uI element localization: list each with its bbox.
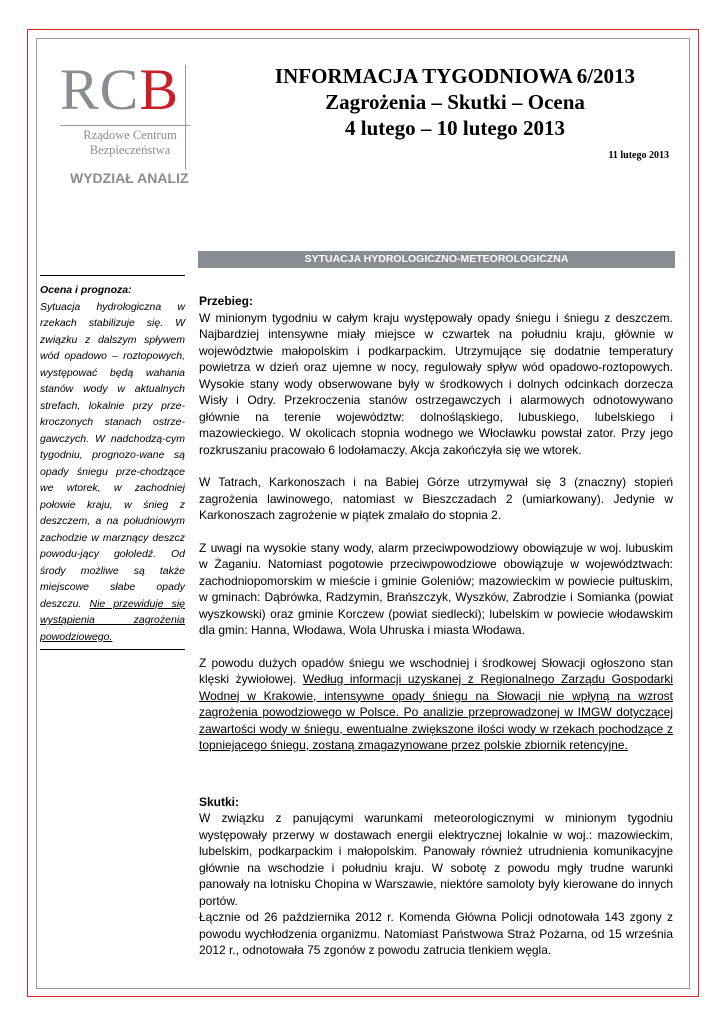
paragraph-5: W związku z panującymi warunkami meteorologicznymi w minionym tygodniu występowały przerwy w dostawach energii elektrycznej lokalnie w woj.: mazowieckim, lubelskim, podkarpackim i małopolskim. Panowały również utrudnienia komunikacyjne głównie na wschodzie i południu kraju. W sobotę z powodu mgły trudne warunki panowały na lotnisku Chopina w Warszawie, niektóre samoloty były kierowane do innych portów.: [199, 811, 673, 908]
logo-subtitle-line1: Rządowe Centrum: [83, 128, 177, 142]
paragraph-3: Z uwagi na wysokie stany wody, alarm przeciwpowodziowy obowiązuje w woj. lubuskim w Żaganiu. Natomiast pogotowie przeciwpowodziowe obowiązuje w województwach: zachodniopomorskim w mieście i gminie Goleniów; mazowieckim w powiecie pułtuskim, w gminach: Dąbrówka, Radzymin, Brańszczyk, Wyszków, Zabrodzie i Somianka (powiat wyszkowski) oraz gminie Korczew (powiat siedlecki); lubelskim w powiecie włodawskim dla gmin: Hanna, Włodawa, Wola Uhruska i miasta Włodawa.: [199, 540, 673, 637]
paragraph-4-plain: Z powodu dużych opadów śniegu we wschodniej i środkowej Słowacji ogłoszono stan klęski żywiołowej.: [199, 655, 673, 686]
sidebar-top-rule: [40, 275, 185, 276]
title-line-2: Zagrożenia – Skutki – Ocena: [325, 90, 585, 114]
sidebar-body: Sytuacja hydrologiczna w rzekach stabilizuje się. W związku z dalszym spływem wód opadowo – roztopowych, występować będą wahania stanów wody w aktualnych strefach, lokalnie przy prze-kroczonych stanach ostrze-gawczych. W nadchodzą-cym tygodniu, prognozo-wane są opady śniegu prze-chodzące we wtorek, w zachodniej połowie kraju, w śnieg z deszczem, a na południowym zachodzie w marznący deszcz powodu-jący gołoledź. Od środy możliwe są także miejscowe słabe opady deszczu.: [40, 300, 185, 610]
logo-subtitle-line2: Bezpieczeństwa: [89, 143, 171, 157]
logo-rule: [60, 125, 190, 126]
paragraph-2: W Tatrach, Karkonoszach i na Babiej Górze utrzymywał się 3 (znaczny) stopień zagrożenia lawinowego, natomiast w Bieszczadach 2 (umiarkowany). Jedynie w Karkonoszach zagrożenie w piątek zmalało do stopnia 2.: [199, 475, 673, 522]
paragraph-4: [199, 655, 673, 754]
document-title: [220, 63, 690, 141]
sidebar-bottom-rule: [40, 649, 185, 650]
sidebar-underlined-text: Nie przewiduje się wystąpienia zagrożenia powodziowego.: [40, 597, 185, 643]
document-date: 11 lutego 2013: [608, 150, 669, 161]
rcb-logo: [60, 55, 210, 157]
title-line-1: INFORMACJA TYGODNIOWA 6/2013: [274, 64, 636, 88]
heading-skutki: Skutki:: [199, 794, 240, 809]
sidebar-heading: Ocena i prognoza:: [40, 284, 132, 296]
logo-subtitle: [70, 128, 190, 158]
paragraph-6: Łącznie od 26 października 2012 r. Komenda Główna Policji odnotowała 143 zgony z powodu wychłodzenia organizmu. Natomiast Państwowa Straż Pożarna, od 15 września 2012 r., odnotowała 75 zgonów z powodu zatrucia tlenkiem węgla.: [199, 910, 673, 957]
sidebar-text: [40, 299, 185, 646]
heading-przebieg: Przebieg:: [199, 294, 254, 308]
title-line-3: 4 lutego – 10 lutego 2013: [345, 116, 565, 140]
section-heading: SYTUACJA HYDROLOGICZNO-METEOROLOGICZNA: [198, 251, 675, 268]
paragraph-4-underlined: Według informacji uzyskanej z Regionalnego Zarządu Gospodarki Wodnej w Krakowie, intensywne opady śniegu na Słowacji nie wpłyną na wzrost zagrożenia powodziowego w Polsce. Po analizie przeprowadzonej w IMGW dotyczącej zawartości wody w śniegu, ewentualne zwiększone ilości wody w rzekach pochodzące z topniejącego śniegu, zostaną zmagazynowane przez polskie zbiornik retencyjne.: [199, 672, 673, 752]
logo-letters: RCB: [60, 57, 180, 122]
main-content: [199, 285, 673, 959]
paragraph-1: W minionym tygodniu w całym kraju występowały opady śniegu i śniegu z deszczem. Najbardziej intensywne miały miejsce w czwartek na południu kraju, głównie w województwie małopolskim i podkarpackim. Utrzymujące się dodatnie temperatury powietrza w dzień oraz ujemne w nocy, regulowały spływ wód opadowo-roztopowych. Wysokie stany wody obserwowane były w środkowych i dolnych odcinkach dorzecza Wisły i Odry. Przekroczenia stanów ostrzegawczych i alarmowych odnotowywano głównie na terenie województw: dolnośląskiego, lubuskiego, lubelskiego i mazowieckiego. W okolicach stopnia wodnego we Włocławku powstał zator. Przy jego rozkruszaniu pracowało 6 lodołamaczy. Akcja zakończyła się we wtorek.: [199, 310, 673, 457]
department-name: WYDZIAŁ ANALIZ: [70, 170, 189, 186]
sidebar-forecast: [40, 275, 185, 650]
